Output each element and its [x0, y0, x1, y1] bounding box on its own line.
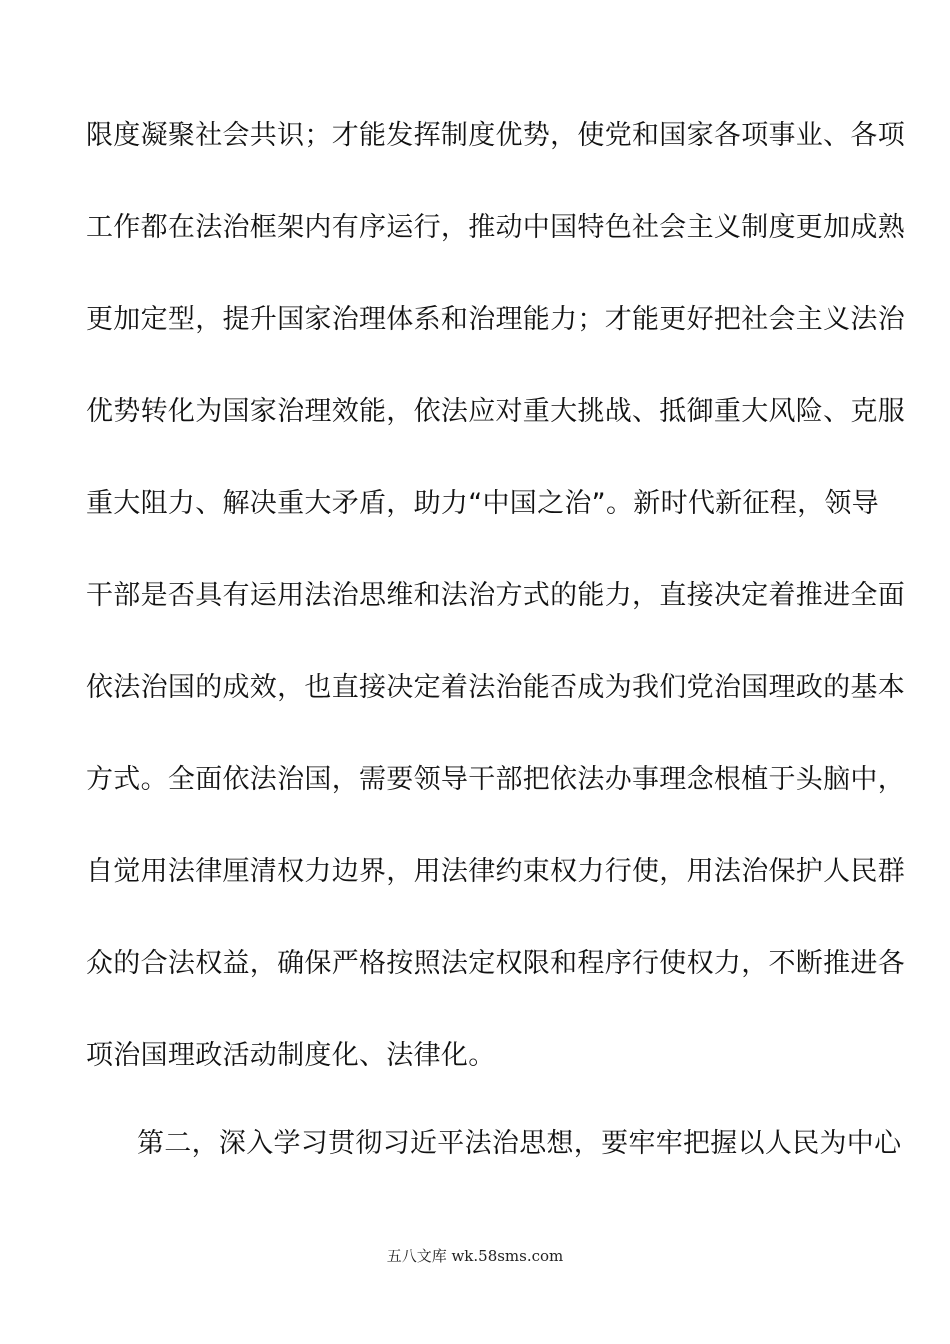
paragraph-line: 限度凝聚社会共识；才能发挥制度优势，使党和国家各项事业、各项 — [86, 120, 905, 151]
paragraph-line: 自觉用法律厘清权力边界，用法律约束权力行使，用法治保护人民群 — [86, 856, 905, 887]
paragraph-line: 优势转化为国家治理效能，依法应对重大挑战、抵御重大风险、克服 — [86, 396, 905, 427]
paragraph-line: 方式。全面依法治国，需要领导干部把依法办事理念根植于头脑中， — [86, 764, 905, 795]
paragraph-line: 工作都在法治框架内有序运行，推动中国特色社会主义制度更加成熟 — [86, 212, 905, 243]
paragraph-line: 依法治国的成效，也直接决定着法治能否成为我们党治国理政的基本 — [86, 672, 905, 703]
paragraph-line: 众的合法权益，确保严格按照法定权限和程序行使权力，不断推进各 — [86, 948, 905, 979]
paragraph-line-indented: 第二，深入学习贯彻习近平法治思想，要牢牢把握以人民为中心 — [137, 1128, 902, 1159]
footer-watermark: 五八文库 wk.58sms.com — [386, 1247, 564, 1265]
paragraph-line: 重大阻力、解决重大矛盾，助力“中国之治”。新时代新征程，领导 — [86, 488, 879, 519]
paragraph-line: 干部是否具有运用法治思维和法治方式的能力，直接决定着推进全面 — [86, 580, 905, 611]
paragraph-line: 项治国理政活动制度化、法律化。 — [86, 1040, 496, 1071]
paragraph-line: 更加定型，提升国家治理体系和治理能力；才能更好把社会主义法治 — [86, 304, 905, 335]
